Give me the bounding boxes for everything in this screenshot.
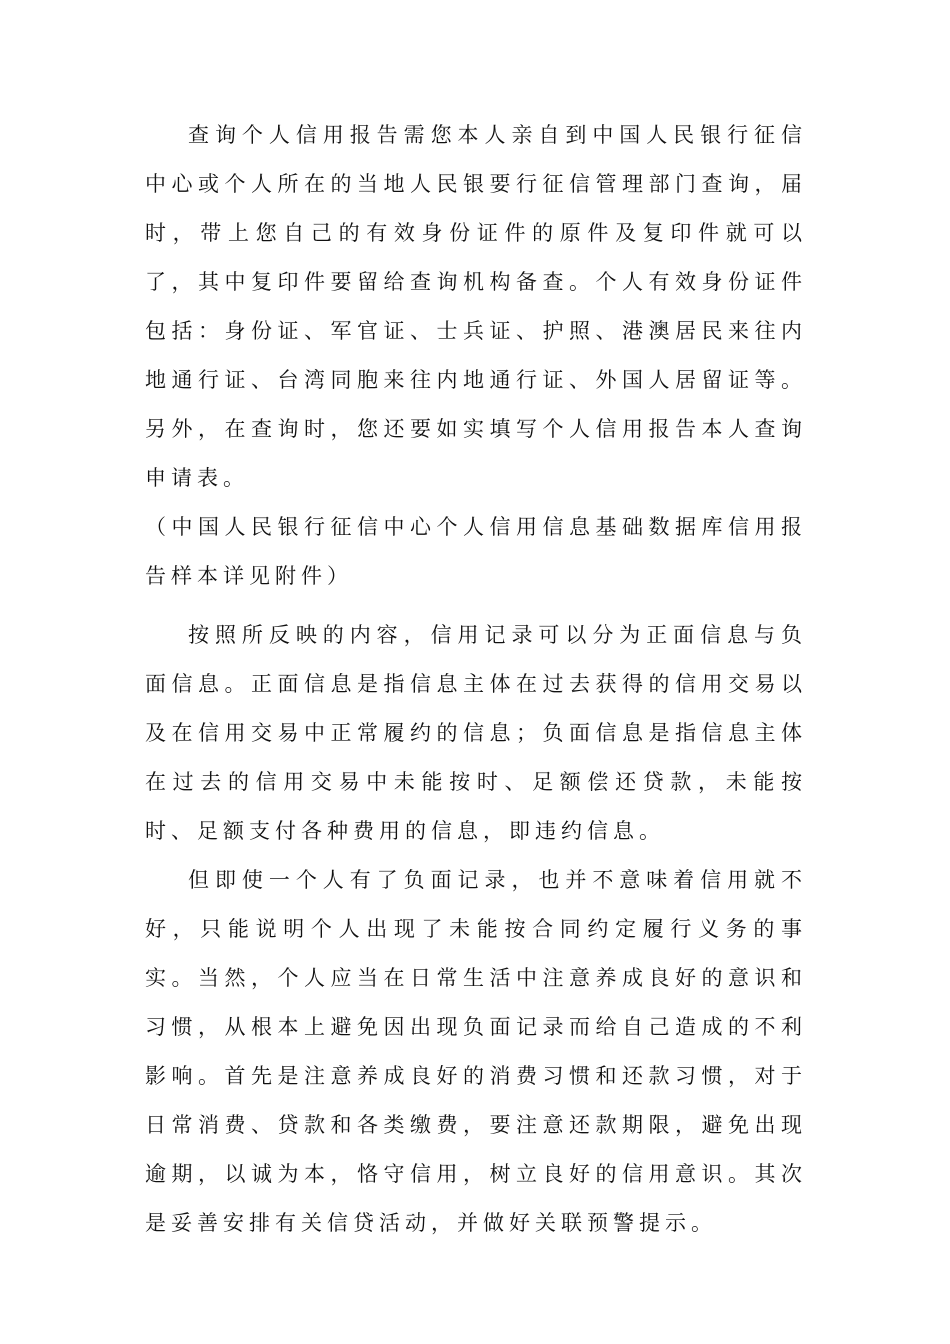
section-credit-report-query [145,111,807,601]
paragraph-positive-negative-info: 按照所反映的内容，信用记录可以分为正面信息与负面信息。正面信息是指信息主体在过去获得的信用交易以及在信用交易中正常履约的信息；负面信息是指信息主体在过去的信用交易中未能按时、足额偿还贷款，未能按时、足额支付各种费用的信息，即违约信息。 [145,623,807,843]
paragraph-negative-record-advice: 但即使一个人有了负面记录，也并不意味着信用就不好，只能说明个人出现了未能按合同约定履行义务的事实。当然，个人应当在日常生活中注意养成良好的意识和习惯，从根本上避免因出现负面记录而给自己造成的不利影响。首先是注意养成良好的消费习惯和还款习惯，对于日常消费、贷款和各类缴费，要注意还款期限，避免出现逾期，以诚为本，恪守信用，树立良好的信用意识。其次是妥善安排有关信贷活动，并做好关联预警提示。 [145,868,807,1235]
section-credit-records [145,611,807,1248]
paragraph-query-procedure: 查询个人信用报告需您本人亲自到中国人民银行征信中心或个人所在的当地人民银要行征信管理部门查询，届时，带上您自己的有效身份证件的原件及复印件就可以了，其中复印件要留给查询机构备查。个人有效身份证件包括：身份证、军官证、士兵证、护照、港澳居民来往内地通行证、台湾同胞来往内地通行证、外国人居留证等。另外，在查询时，您还要如实填写个人信用报告本人查询申请表。 [145,123,807,490]
paragraph-attachment-note: （中国人民银行征信中心个人信用信息基础数据库信用报告样本详见附件） [145,515,807,588]
